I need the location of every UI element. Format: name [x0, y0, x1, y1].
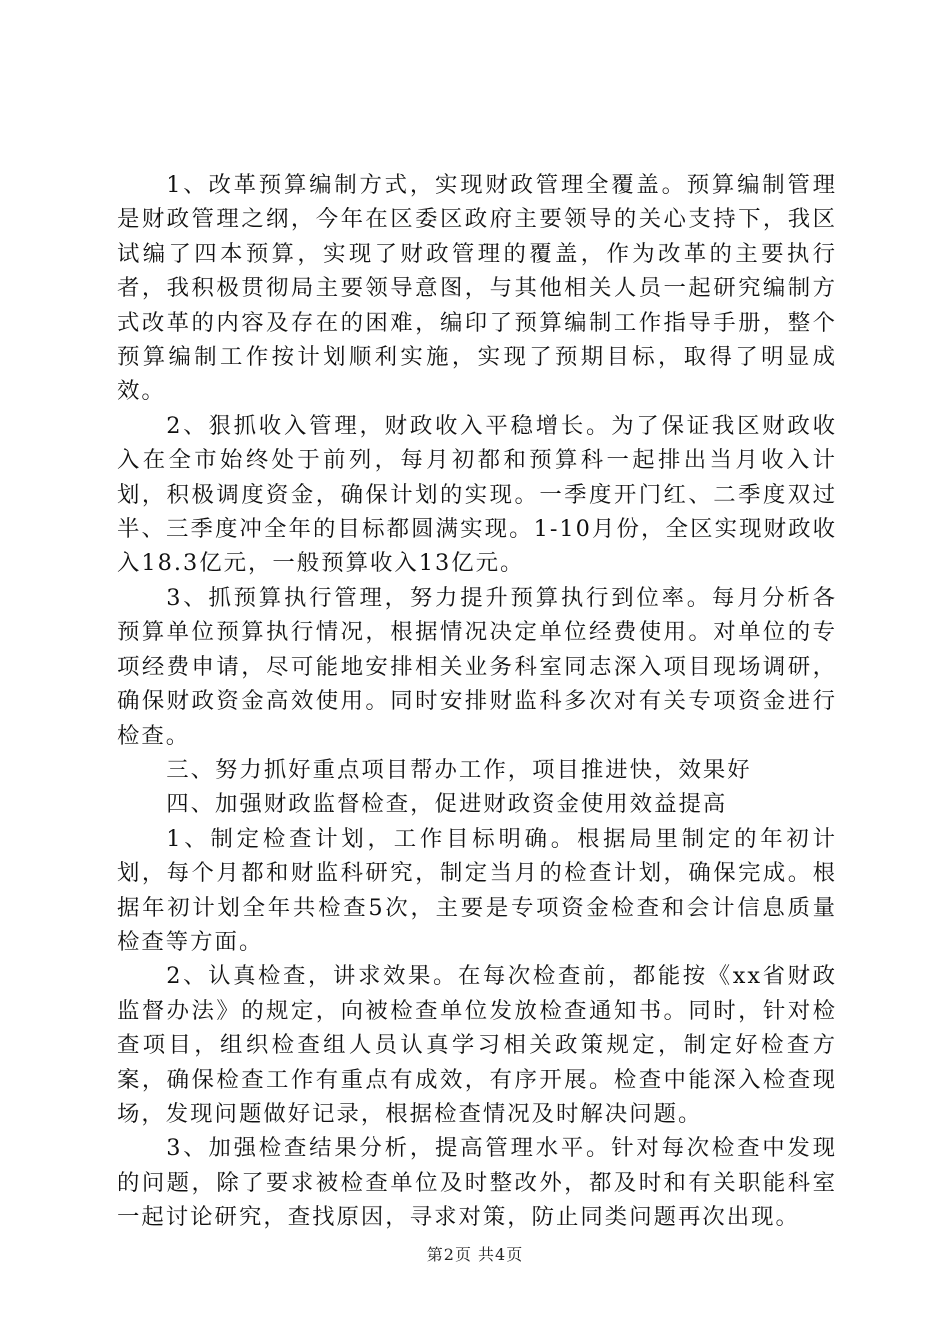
paragraph-budget-reform: 1、改革预算编制方式，实现财政管理全覆盖。预算编制管理是财政管理之纲，今年在区委区政府主要领导的关心支持下，我区试编了四本预算，实现了财政管理的覆盖，作为改革的主要执行者，我积极贯彻局主要领导意图，与其他相关人员一起研究编制方式改革的内容及存在的困难，编印了预算编制工作指导手册，整个预算编制工作按计划顺利实施，实现了预期目标，取得了明显成效。: [117, 172, 837, 405]
heading-key-projects: 三、努力抓好重点项目帮办工作，项目推进快，效果好: [166, 756, 752, 783]
page-number: 第2页 共4页: [426, 1245, 524, 1264]
document-body: [117, 168, 837, 1235]
paragraph-revenue-management: 2、狠抓收入管理，财政收入平稳增长。为了保证我区财政收入在全市始终处于前列，每月初都和预算科一起排出当月收入计划，积极调度资金，确保计划的实现。一季度开门红、二季度双过半、三季度冲全年的目标都圆满实现。1-10月份，全区实现财政收入18.3亿元，一般预算收入13亿元。: [117, 412, 837, 577]
paragraph-careful-inspection: 2、认真检查，讲求效果。在每次检查前，都能按《xx省财政监督办法》的规定，向被检查单位发放检查通知书。同时，针对检查项目，组织检查组人员认真学习相关政策规定，制定好检查方案，确保检查工作有重点有成效，有序开展。检查中能深入检查现场，发现问题做好记录，根据检查情况及时解决问题。: [117, 963, 837, 1127]
page-footer: [0, 1244, 950, 1266]
paragraph-inspection-plan: 1、制定检查计划，工作目标明确。根据局里制定的年初计划，每个月都和财监科研究，制定当月的检查计划，确保完成。根据年初计划全年共检查5次，主要是专项资金检查和会计信息质量检查等方面。: [117, 825, 837, 955]
heading-financial-supervision: 四、加强财政监督检查，促进财政资金使用效益提高: [166, 791, 728, 818]
paragraph-result-analysis: 3、加强检查结果分析，提高管理水平。针对每次检查中发现的问题，除了要求被检查单位及时整改外，都及时和有关职能科室一起讨论研究，查找原因，寻求对策，防止同类问题再次出现。: [117, 1135, 837, 1231]
paragraph-budget-execution: 3、抓预算执行管理，努力提升预算执行到位率。每月分析各预算单位预算执行情况，根据情况决定单位经费使用。对单位的专项经费申请，尽可能地安排相关业务科室同志深入项目现场调研，确保财政资金高效使用。同时安排财监科多次对有关专项资金进行检查。: [117, 584, 837, 749]
